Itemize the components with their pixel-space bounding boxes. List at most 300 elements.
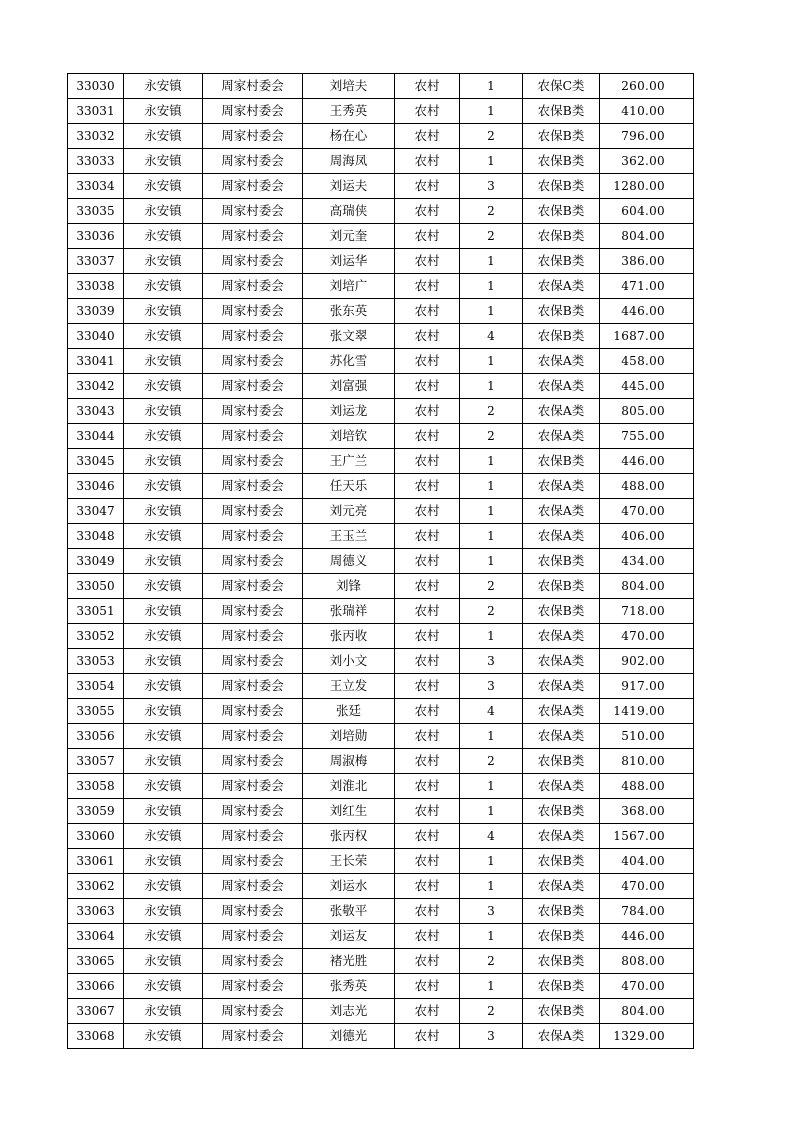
town-cell: 永安镇 (124, 974, 203, 999)
person-name-cell: 张丙权 (303, 824, 395, 849)
household-type-cell: 农村 (395, 174, 460, 199)
village-committee-cell: 周家村委会 (203, 849, 303, 874)
amount-cell: 470.00 (600, 874, 694, 899)
insurance-category-cell: 农保B类 (523, 749, 600, 774)
household-type-cell: 农村 (395, 699, 460, 724)
village-committee-cell: 周家村委会 (203, 174, 303, 199)
insurance-category-cell: 农保A类 (523, 524, 600, 549)
insurance-category-cell: 农保B类 (523, 224, 600, 249)
record-id-cell: 33034 (68, 174, 124, 199)
village-committee-cell: 周家村委会 (203, 899, 303, 924)
insurance-category-cell: 农保B类 (523, 124, 600, 149)
town-cell: 永安镇 (124, 774, 203, 799)
town-cell: 永安镇 (124, 524, 203, 549)
household-size-cell: 2 (460, 599, 523, 624)
amount-cell: 362.00 (600, 149, 694, 174)
household-size-cell: 1 (460, 774, 523, 799)
household-size-cell: 1 (460, 974, 523, 999)
record-id-cell: 33040 (68, 324, 124, 349)
insurance-category-cell: 农保A类 (523, 724, 600, 749)
amount-cell: 902.00 (600, 649, 694, 674)
household-type-cell: 农村 (395, 99, 460, 124)
record-id-cell: 33038 (68, 274, 124, 299)
town-cell: 永安镇 (124, 124, 203, 149)
record-id-cell: 33050 (68, 574, 124, 599)
person-name-cell: 刘培钦 (303, 424, 395, 449)
table-row (68, 1024, 694, 1049)
person-name-cell: 刘运水 (303, 874, 395, 899)
household-size-cell: 1 (460, 374, 523, 399)
person-name-cell: 刘红生 (303, 799, 395, 824)
amount-cell: 810.00 (600, 749, 694, 774)
record-id-cell: 33033 (68, 149, 124, 174)
village-committee-cell: 周家村委会 (203, 724, 303, 749)
table-row (68, 524, 694, 549)
town-cell: 永安镇 (124, 274, 203, 299)
village-committee-cell: 周家村委会 (203, 799, 303, 824)
insurance-category-cell: 农保A类 (523, 424, 600, 449)
town-cell: 永安镇 (124, 1024, 203, 1049)
insurance-category-cell: 农保A类 (523, 399, 600, 424)
town-cell: 永安镇 (124, 374, 203, 399)
household-size-cell: 3 (460, 174, 523, 199)
amount-cell: 784.00 (600, 899, 694, 924)
amount-cell: 804.00 (600, 999, 694, 1024)
amount-cell: 386.00 (600, 249, 694, 274)
household-type-cell: 农村 (395, 749, 460, 774)
amount-cell: 804.00 (600, 224, 694, 249)
household-type-cell: 农村 (395, 974, 460, 999)
person-name-cell: 张廷 (303, 699, 395, 724)
table-row (68, 624, 694, 649)
records-body (68, 74, 694, 1049)
table-row (68, 449, 694, 474)
insurance-category-cell: 农保B类 (523, 574, 600, 599)
records-sheet (67, 73, 693, 1049)
table-row (68, 424, 694, 449)
table-row (68, 999, 694, 1024)
household-size-cell: 1 (460, 924, 523, 949)
insurance-category-cell: 农保A类 (523, 774, 600, 799)
household-type-cell: 农村 (395, 949, 460, 974)
household-size-cell: 2 (460, 399, 523, 424)
village-committee-cell: 周家村委会 (203, 424, 303, 449)
town-cell: 永安镇 (124, 499, 203, 524)
household-size-cell: 1 (460, 449, 523, 474)
household-type-cell: 农村 (395, 499, 460, 524)
household-size-cell: 1 (460, 249, 523, 274)
record-id-cell: 33031 (68, 99, 124, 124)
household-type-cell: 农村 (395, 424, 460, 449)
person-name-cell: 刘运友 (303, 924, 395, 949)
amount-cell: 446.00 (600, 449, 694, 474)
record-id-cell: 33037 (68, 249, 124, 274)
person-name-cell: 张东英 (303, 299, 395, 324)
town-cell: 永安镇 (124, 699, 203, 724)
village-committee-cell: 周家村委会 (203, 299, 303, 324)
amount-cell: 718.00 (600, 599, 694, 624)
household-size-cell: 1 (460, 874, 523, 899)
table-row (68, 149, 694, 174)
household-size-cell: 1 (460, 799, 523, 824)
village-committee-cell: 周家村委会 (203, 549, 303, 574)
amount-cell: 470.00 (600, 624, 694, 649)
insurance-category-cell: 农保A类 (523, 674, 600, 699)
record-id-cell: 33041 (68, 349, 124, 374)
town-cell: 永安镇 (124, 149, 203, 174)
household-type-cell: 农村 (395, 299, 460, 324)
household-size-cell: 1 (460, 274, 523, 299)
town-cell: 永安镇 (124, 549, 203, 574)
person-name-cell: 周海凤 (303, 149, 395, 174)
person-name-cell: 张文翠 (303, 324, 395, 349)
record-id-cell: 33067 (68, 999, 124, 1024)
table-row (68, 499, 694, 524)
insurance-category-cell: 农保B类 (523, 99, 600, 124)
person-name-cell: 苏化雪 (303, 349, 395, 374)
amount-cell: 471.00 (600, 274, 694, 299)
amount-cell: 446.00 (600, 924, 694, 949)
village-committee-cell: 周家村委会 (203, 624, 303, 649)
amount-cell: 404.00 (600, 849, 694, 874)
household-size-cell: 3 (460, 674, 523, 699)
table-row (68, 574, 694, 599)
household-type-cell: 农村 (395, 874, 460, 899)
town-cell: 永安镇 (124, 74, 203, 99)
household-size-cell: 1 (460, 149, 523, 174)
insurance-category-cell: 农保C类 (523, 74, 600, 99)
table-row (68, 674, 694, 699)
amount-cell: 458.00 (600, 349, 694, 374)
person-name-cell: 张瑞祥 (303, 599, 395, 624)
record-id-cell: 33060 (68, 824, 124, 849)
amount-cell: 1329.00 (600, 1024, 694, 1049)
village-committee-cell: 周家村委会 (203, 674, 303, 699)
household-size-cell: 1 (460, 349, 523, 374)
household-size-cell: 4 (460, 699, 523, 724)
village-committee-cell: 周家村委会 (203, 74, 303, 99)
table-row (68, 249, 694, 274)
household-type-cell: 农村 (395, 849, 460, 874)
person-name-cell: 张丙收 (303, 624, 395, 649)
household-size-cell: 3 (460, 649, 523, 674)
household-type-cell: 农村 (395, 124, 460, 149)
insurance-category-cell: 农保A类 (523, 374, 600, 399)
village-committee-cell: 周家村委会 (203, 374, 303, 399)
household-size-cell: 2 (460, 949, 523, 974)
amount-cell: 917.00 (600, 674, 694, 699)
town-cell: 永安镇 (124, 399, 203, 424)
record-id-cell: 33068 (68, 1024, 124, 1049)
household-type-cell: 农村 (395, 249, 460, 274)
household-size-cell: 2 (460, 224, 523, 249)
table-row (68, 974, 694, 999)
record-id-cell: 33043 (68, 399, 124, 424)
amount-cell: 488.00 (600, 474, 694, 499)
town-cell: 永安镇 (124, 824, 203, 849)
person-name-cell: 刘培夫 (303, 74, 395, 99)
table-row (68, 924, 694, 949)
record-id-cell: 33055 (68, 699, 124, 724)
person-name-cell: 王立发 (303, 674, 395, 699)
person-name-cell: 刘德光 (303, 1024, 395, 1049)
village-committee-cell: 周家村委会 (203, 199, 303, 224)
household-type-cell: 农村 (395, 149, 460, 174)
town-cell: 永安镇 (124, 899, 203, 924)
record-id-cell: 33048 (68, 524, 124, 549)
household-type-cell: 农村 (395, 549, 460, 574)
person-name-cell: 褚光胜 (303, 949, 395, 974)
insurance-category-cell: 农保B类 (523, 849, 600, 874)
record-id-cell: 33056 (68, 724, 124, 749)
person-name-cell: 刘运龙 (303, 399, 395, 424)
amount-cell: 368.00 (600, 799, 694, 824)
household-type-cell: 农村 (395, 574, 460, 599)
table-row (68, 824, 694, 849)
amount-cell: 808.00 (600, 949, 694, 974)
household-type-cell: 农村 (395, 649, 460, 674)
table-row (68, 299, 694, 324)
insurance-category-cell: 农保A类 (523, 649, 600, 674)
amount-cell: 470.00 (600, 974, 694, 999)
household-type-cell: 农村 (395, 674, 460, 699)
household-size-cell: 2 (460, 424, 523, 449)
record-id-cell: 33061 (68, 849, 124, 874)
town-cell: 永安镇 (124, 324, 203, 349)
household-type-cell: 农村 (395, 899, 460, 924)
village-committee-cell: 周家村委会 (203, 249, 303, 274)
person-name-cell: 任天乐 (303, 474, 395, 499)
household-size-cell: 3 (460, 1024, 523, 1049)
town-cell: 永安镇 (124, 799, 203, 824)
town-cell: 永安镇 (124, 224, 203, 249)
insurance-category-cell: 农保A类 (523, 1024, 600, 1049)
insurance-category-cell: 农保B类 (523, 449, 600, 474)
household-type-cell: 农村 (395, 724, 460, 749)
town-cell: 永安镇 (124, 449, 203, 474)
record-id-cell: 33045 (68, 449, 124, 474)
table-row (68, 399, 694, 424)
insurance-category-cell: 农保B类 (523, 974, 600, 999)
record-id-cell: 33058 (68, 774, 124, 799)
person-name-cell: 刘运夫 (303, 174, 395, 199)
insurance-category-cell: 农保A类 (523, 499, 600, 524)
village-committee-cell: 周家村委会 (203, 274, 303, 299)
person-name-cell: 王长荣 (303, 849, 395, 874)
person-name-cell: 张秀英 (303, 974, 395, 999)
town-cell: 永安镇 (124, 574, 203, 599)
village-committee-cell: 周家村委会 (203, 524, 303, 549)
town-cell: 永安镇 (124, 724, 203, 749)
household-type-cell: 农村 (395, 274, 460, 299)
household-type-cell: 农村 (395, 1024, 460, 1049)
household-size-cell: 1 (460, 524, 523, 549)
village-committee-cell: 周家村委会 (203, 974, 303, 999)
household-type-cell: 农村 (395, 349, 460, 374)
record-id-cell: 33046 (68, 474, 124, 499)
amount-cell: 260.00 (600, 74, 694, 99)
insurance-category-cell: 农保A类 (523, 349, 600, 374)
amount-cell: 1687.00 (600, 324, 694, 349)
town-cell: 永安镇 (124, 949, 203, 974)
record-id-cell: 33062 (68, 874, 124, 899)
person-name-cell: 杨在心 (303, 124, 395, 149)
amount-cell: 510.00 (600, 724, 694, 749)
person-name-cell: 刘锋 (303, 574, 395, 599)
household-type-cell: 农村 (395, 399, 460, 424)
household-size-cell: 1 (460, 299, 523, 324)
record-id-cell: 33064 (68, 924, 124, 949)
record-id-cell: 33030 (68, 74, 124, 99)
village-committee-cell: 周家村委会 (203, 749, 303, 774)
record-id-cell: 33044 (68, 424, 124, 449)
record-id-cell: 33039 (68, 299, 124, 324)
village-committee-cell: 周家村委会 (203, 824, 303, 849)
table-row (68, 74, 694, 99)
insurance-category-cell: 农保B类 (523, 924, 600, 949)
record-id-cell: 33063 (68, 899, 124, 924)
household-size-cell: 2 (460, 999, 523, 1024)
record-id-cell: 33049 (68, 549, 124, 574)
household-size-cell: 3 (460, 899, 523, 924)
household-type-cell: 农村 (395, 324, 460, 349)
insurance-category-cell: 农保B类 (523, 599, 600, 624)
village-committee-cell: 周家村委会 (203, 1024, 303, 1049)
amount-cell: 488.00 (600, 774, 694, 799)
household-size-cell: 2 (460, 749, 523, 774)
town-cell: 永安镇 (124, 424, 203, 449)
household-type-cell: 农村 (395, 924, 460, 949)
insurance-category-cell: 农保A类 (523, 474, 600, 499)
village-committee-cell: 周家村委会 (203, 699, 303, 724)
amount-cell: 406.00 (600, 524, 694, 549)
table-row (68, 649, 694, 674)
town-cell: 永安镇 (124, 174, 203, 199)
record-id-cell: 33052 (68, 624, 124, 649)
village-committee-cell: 周家村委会 (203, 999, 303, 1024)
person-name-cell: 王秀英 (303, 99, 395, 124)
insurance-category-cell: 农保B类 (523, 799, 600, 824)
table-row (68, 874, 694, 899)
table-row (68, 949, 694, 974)
village-committee-cell: 周家村委会 (203, 649, 303, 674)
town-cell: 永安镇 (124, 624, 203, 649)
amount-cell: 1280.00 (600, 174, 694, 199)
insurance-category-cell: 农保B类 (523, 999, 600, 1024)
record-id-cell: 33042 (68, 374, 124, 399)
table-row (68, 899, 694, 924)
town-cell: 永安镇 (124, 874, 203, 899)
household-size-cell: 1 (460, 549, 523, 574)
person-name-cell: 张敬平 (303, 899, 395, 924)
insurance-category-cell: 农保B类 (523, 249, 600, 274)
household-size-cell: 4 (460, 824, 523, 849)
village-committee-cell: 周家村委会 (203, 774, 303, 799)
insurance-category-cell: 农保A类 (523, 274, 600, 299)
household-type-cell: 农村 (395, 824, 460, 849)
record-id-cell: 33057 (68, 749, 124, 774)
town-cell: 永安镇 (124, 999, 203, 1024)
table-row (68, 99, 694, 124)
household-type-cell: 农村 (395, 524, 460, 549)
table-row (68, 274, 694, 299)
table-row (68, 699, 694, 724)
person-name-cell: 刘富强 (303, 374, 395, 399)
town-cell: 永安镇 (124, 199, 203, 224)
amount-cell: 410.00 (600, 99, 694, 124)
table-row (68, 374, 694, 399)
amount-cell: 804.00 (600, 574, 694, 599)
person-name-cell: 刘培勋 (303, 724, 395, 749)
record-id-cell: 33065 (68, 949, 124, 974)
table-row (68, 349, 694, 374)
household-size-cell: 1 (460, 724, 523, 749)
record-id-cell: 33035 (68, 199, 124, 224)
person-name-cell: 刘元奎 (303, 224, 395, 249)
village-committee-cell: 周家村委会 (203, 599, 303, 624)
table-row (68, 474, 694, 499)
record-id-cell: 33066 (68, 974, 124, 999)
table-row (68, 324, 694, 349)
amount-cell: 1567.00 (600, 824, 694, 849)
amount-cell: 1419.00 (600, 699, 694, 724)
insurance-category-cell: 农保B类 (523, 199, 600, 224)
household-size-cell: 1 (460, 499, 523, 524)
household-size-cell: 1 (460, 474, 523, 499)
village-committee-cell: 周家村委会 (203, 149, 303, 174)
amount-cell: 470.00 (600, 499, 694, 524)
town-cell: 永安镇 (124, 99, 203, 124)
village-committee-cell: 周家村委会 (203, 324, 303, 349)
household-size-cell: 2 (460, 574, 523, 599)
table-row (68, 124, 694, 149)
insurance-category-cell: 农保B类 (523, 949, 600, 974)
village-committee-cell: 周家村委会 (203, 449, 303, 474)
insurance-category-cell: 农保B类 (523, 549, 600, 574)
insurance-category-cell: 农保A类 (523, 874, 600, 899)
town-cell: 永安镇 (124, 849, 203, 874)
household-size-cell: 1 (460, 74, 523, 99)
household-size-cell: 2 (460, 199, 523, 224)
table-row (68, 749, 694, 774)
town-cell: 永安镇 (124, 599, 203, 624)
insurance-category-cell: 农保B类 (523, 174, 600, 199)
amount-cell: 446.00 (600, 299, 694, 324)
person-name-cell: 刘培广 (303, 274, 395, 299)
household-type-cell: 农村 (395, 224, 460, 249)
household-size-cell: 2 (460, 124, 523, 149)
town-cell: 永安镇 (124, 299, 203, 324)
household-type-cell: 农村 (395, 774, 460, 799)
town-cell: 永安镇 (124, 674, 203, 699)
household-size-cell: 1 (460, 624, 523, 649)
household-size-cell: 1 (460, 99, 523, 124)
person-name-cell: 刘运华 (303, 249, 395, 274)
town-cell: 永安镇 (124, 924, 203, 949)
town-cell: 永安镇 (124, 249, 203, 274)
amount-cell: 805.00 (600, 399, 694, 424)
insurance-category-cell: 农保A类 (523, 624, 600, 649)
record-id-cell: 33059 (68, 799, 124, 824)
insurance-category-cell: 农保A类 (523, 824, 600, 849)
insurance-category-cell: 农保B类 (523, 299, 600, 324)
table-row (68, 174, 694, 199)
amount-cell: 604.00 (600, 199, 694, 224)
table-row (68, 774, 694, 799)
village-committee-cell: 周家村委会 (203, 224, 303, 249)
town-cell: 永安镇 (124, 474, 203, 499)
household-size-cell: 1 (460, 849, 523, 874)
